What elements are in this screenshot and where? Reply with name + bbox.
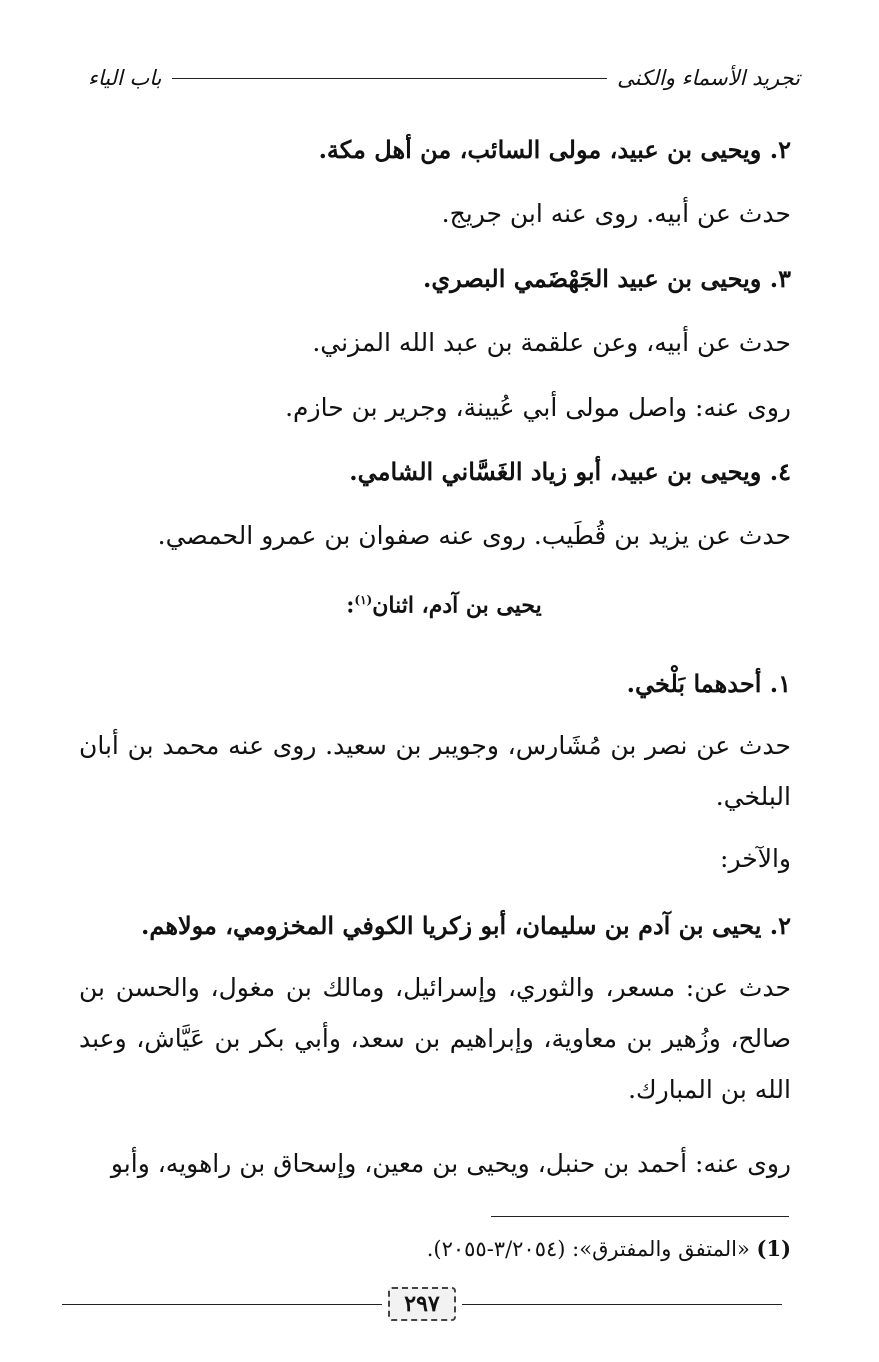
section-heading-text: يحيى بن آدم، اثنان [372, 592, 542, 619]
footnote-rule [491, 1216, 789, 1217]
footnote [79, 1232, 791, 1266]
section-heading-colon: : [346, 592, 355, 619]
entry-2-title: ٢. ويحيى بن عبيد، مولى السائب، من أهل مكة. [318, 135, 791, 164]
entry-4-text: حدث عن يزيد بن قُطَيب. روى عنه صفوان بن عمرو الحمصي. [157, 521, 791, 550]
footnote-marker: (1) [756, 1236, 791, 1261]
subentry-2-text-2: روى عنه: أحمد بن حنبل، ويحيى بن معين، وإسحاق بن راهويه، وأبو [110, 1149, 791, 1178]
other-label: والآخر: [720, 844, 791, 873]
footnote-text: «المتفق والمفترق»: (٣/٢٠٥٤-٢٠٥٥). [426, 1237, 750, 1261]
subentry-1-text: حدث عن نصر بن مُشَارس، وجويبر بن سعيد. روى عنه محمد بن أبان البلخي. [79, 731, 791, 811]
footer-rule-right [462, 1304, 782, 1305]
running-header [88, 58, 800, 98]
footnote-ref: (١) [354, 593, 373, 607]
subentry-1-title: ١. أحدهما بَلْخي. [626, 669, 791, 698]
subentry-2-title: ٢. يحيى بن آدم بن سليمان، أبو زكريا الكوفي المخزومي، مولاهم. [140, 911, 791, 940]
section-heading [88, 578, 800, 627]
entry-3-text-2: روى عنه: واصل مولى أبي عُيينة، وجرير بن حازم. [285, 393, 791, 422]
entry-3-title: ٣. ويحيى بن عبيد الجَهْضَمي البصري. [422, 264, 791, 293]
book-title: تجريد الأسماء والكنى [617, 66, 800, 90]
entry-2-text: حدث عن أبيه. روى عنه ابن جريج. [441, 199, 791, 228]
page-footer [62, 1284, 782, 1324]
header-rule [172, 78, 608, 79]
page-number: ٢٩٧ [388, 1287, 455, 1321]
entry-3-text-1: حدث عن أبيه، وعن علقمة بن عبد الله المزني. [312, 328, 791, 357]
subentry-2-text-1: حدث عن: مسعر، والثوري، وإسرائيل، ومالك بن مغول، والحسن بن صالح، وزُهير بن معاوية، وإبراهيم بن سعد، وأبي بكر بن عَيَّاش، وعبد الله بن المبارك. [79, 973, 791, 1104]
chapter-title: باب الياء [88, 66, 162, 90]
footer-rule-left [62, 1304, 382, 1305]
entry-4-title: ٤. ويحيى بن عبيد، أبو زياد الغَسَّاني الشامي. [349, 457, 791, 486]
